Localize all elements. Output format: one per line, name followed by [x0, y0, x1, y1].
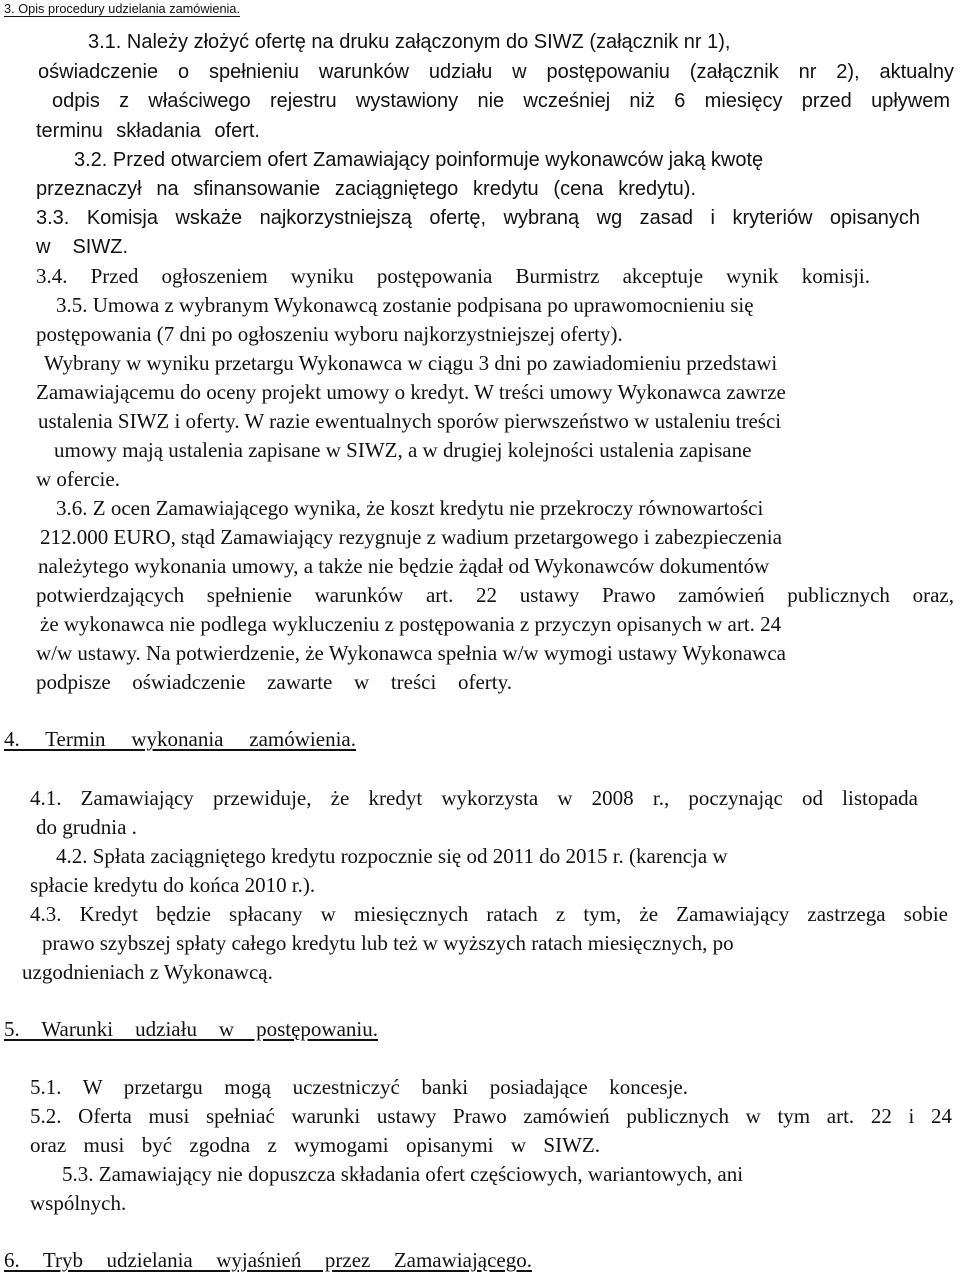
paragraph-4-1-line: do grudnia . — [36, 815, 137, 839]
paragraph-3-5-line: postępowania (7 dni po ogłoszeniu wyboru najkorzystniejszej oferty). — [36, 322, 623, 346]
section-heading-4: 4. Termin wykonania zamówienia. — [4, 727, 356, 751]
section-heading-3: 3. Opis procedury udzielania zamówienia. — [4, 1, 240, 16]
paragraph-4-3-line: prawo szybszej spłaty całego kredytu lub też w wyższych ratach miesięcznych, po — [42, 931, 734, 955]
section-heading-5: 5. Warunki udziału w postępowaniu. — [4, 1017, 378, 1041]
paragraph-3-5-line: Wybrany w wyniku przetargu Wykonawca w ciągu 3 dni po zawiadomieniu przedstawi — [44, 351, 778, 375]
paragraph-3-5-line: umowy mają ustalenia zapisane w SIWZ, a w drugiej kolejności ustalenia zapisane — [54, 438, 752, 462]
paragraph-3-1-line: terminu składania ofert. — [36, 120, 260, 142]
section-heading-6: 6. Tryb udzielania wyjaśnień przez Zamawiającego. — [4, 1248, 532, 1272]
paragraph-3-2-line: 3.2. Przed otwarciem ofert Zamawiający poinformuje wykonawców jaką kwotę — [74, 149, 764, 171]
paragraph-4-2-line: spłacie kredytu do końca 2010 r.). — [30, 873, 316, 897]
paragraph-3-6-line: 212.000 EURO, stąd Zamawiający rezygnuje z wadium przetargowego i zabezpieczenia — [40, 525, 782, 549]
paragraph-4-3-line: 4.3. Kredyt będzie spłacany w miesięcznych ratach z tym, że Zamawiający zastrzega sobie — [30, 902, 948, 926]
paragraph-3-6-line: że wykonawca nie podlega wykluczeniu z postępowania z przyczyn opisanych w art. 24 — [40, 612, 782, 636]
paragraph-5-3-line: wspólnych. — [30, 1191, 127, 1215]
paragraph-3-6-line: należytego wykonania umowy, a także nie będzie żądał od Wykonawców dokumentów — [38, 554, 770, 578]
paragraph-3-6-line: 3.6. Z ocen Zamawiającego wynika, że koszt kredytu nie przekroczy równowartości — [56, 496, 764, 520]
paragraph-3-6-line: w/w ustawy. Na potwierdzenie, że Wykonawca spełnia w/w wymogi ustawy Wykonawca — [36, 641, 786, 665]
paragraph-3-1-line: oświadczenie o spełnieniu warunków udziału w postępowaniu (załącznik nr 2), aktualny — [38, 61, 954, 83]
paragraph-3-3-line: 3.3. Komisja wskaże najkorzystniejszą ofertę, wybraną wg zasad i kryteriów opisanych — [36, 207, 920, 229]
paragraph-3-1-line: odpis z właściwego rejestru wystawiony nie wcześniej niż 6 miesięcy przed upływem — [52, 90, 950, 112]
paragraph-3-5-line: Zamawiającemu do oceny projekt umowy o kredyt. W treści umowy Wykonawca zawrze — [36, 380, 786, 404]
paragraph-5-3-line: 5.3. Zamawiający nie dopuszcza składania ofert częściowych, wariantowych, ani — [62, 1162, 744, 1186]
paragraph-5-2-line: oraz musi być zgodna z wymogami opisanymi w SIWZ. — [30, 1133, 600, 1157]
paragraph-3-3-line: w SIWZ. — [36, 236, 128, 258]
paragraph-3-1-line: 3.1. Należy złożyć ofertę na druku załączonym do SIWZ (załącznik nr 1), — [88, 31, 731, 53]
paragraph-3-4-line: 3.4. Przed ogłoszeniem wyniku postępowania Burmistrz akceptuje wynik komisji. — [36, 264, 870, 288]
paragraph-4-3-line: uzgodnieniach z Wykonawcą. — [22, 960, 273, 984]
paragraph-3-6-line: podpisze oświadczenie zawarte w treści oferty. — [36, 670, 512, 694]
paragraph-3-5-line: ustalenia SIWZ i oferty. W razie ewentualnych sporów pierwszeństwo w ustaleniu treści — [38, 409, 782, 433]
paragraph-3-5-line: 3.5. Umowa z wybranym Wykonawcą zostanie podpisana po uprawomocnieniu się — [56, 293, 754, 317]
paragraph-5-2-line: 5.2. Oferta musi spełniać warunki ustawy Prawo zamówień publicznych w tym art. 22 i 24 — [30, 1104, 952, 1128]
paragraph-3-2-line: przeznaczył na sfinansowanie zaciągniętego kredytu (cena kredytu). — [36, 178, 696, 200]
paragraph-5-1-line: 5.1. W przetargu mogą uczestniczyć banki posiadające koncesje. — [30, 1075, 688, 1099]
paragraph-3-6-line: potwierdzających spełnienie warunków art. 22 ustawy Prawo zamówień publicznych oraz, — [36, 583, 954, 607]
paragraph-3-5-line: w ofercie. — [36, 467, 120, 491]
paragraph-4-1-line: 4.1. Zamawiający przewiduje, że kredyt wykorzysta w 2008 r., poczynając od listopada — [30, 786, 918, 810]
paragraph-4-2-line: 4.2. Spłata zaciągniętego kredytu rozpocznie się od 2011 do 2015 r. (karencja w — [56, 844, 728, 868]
